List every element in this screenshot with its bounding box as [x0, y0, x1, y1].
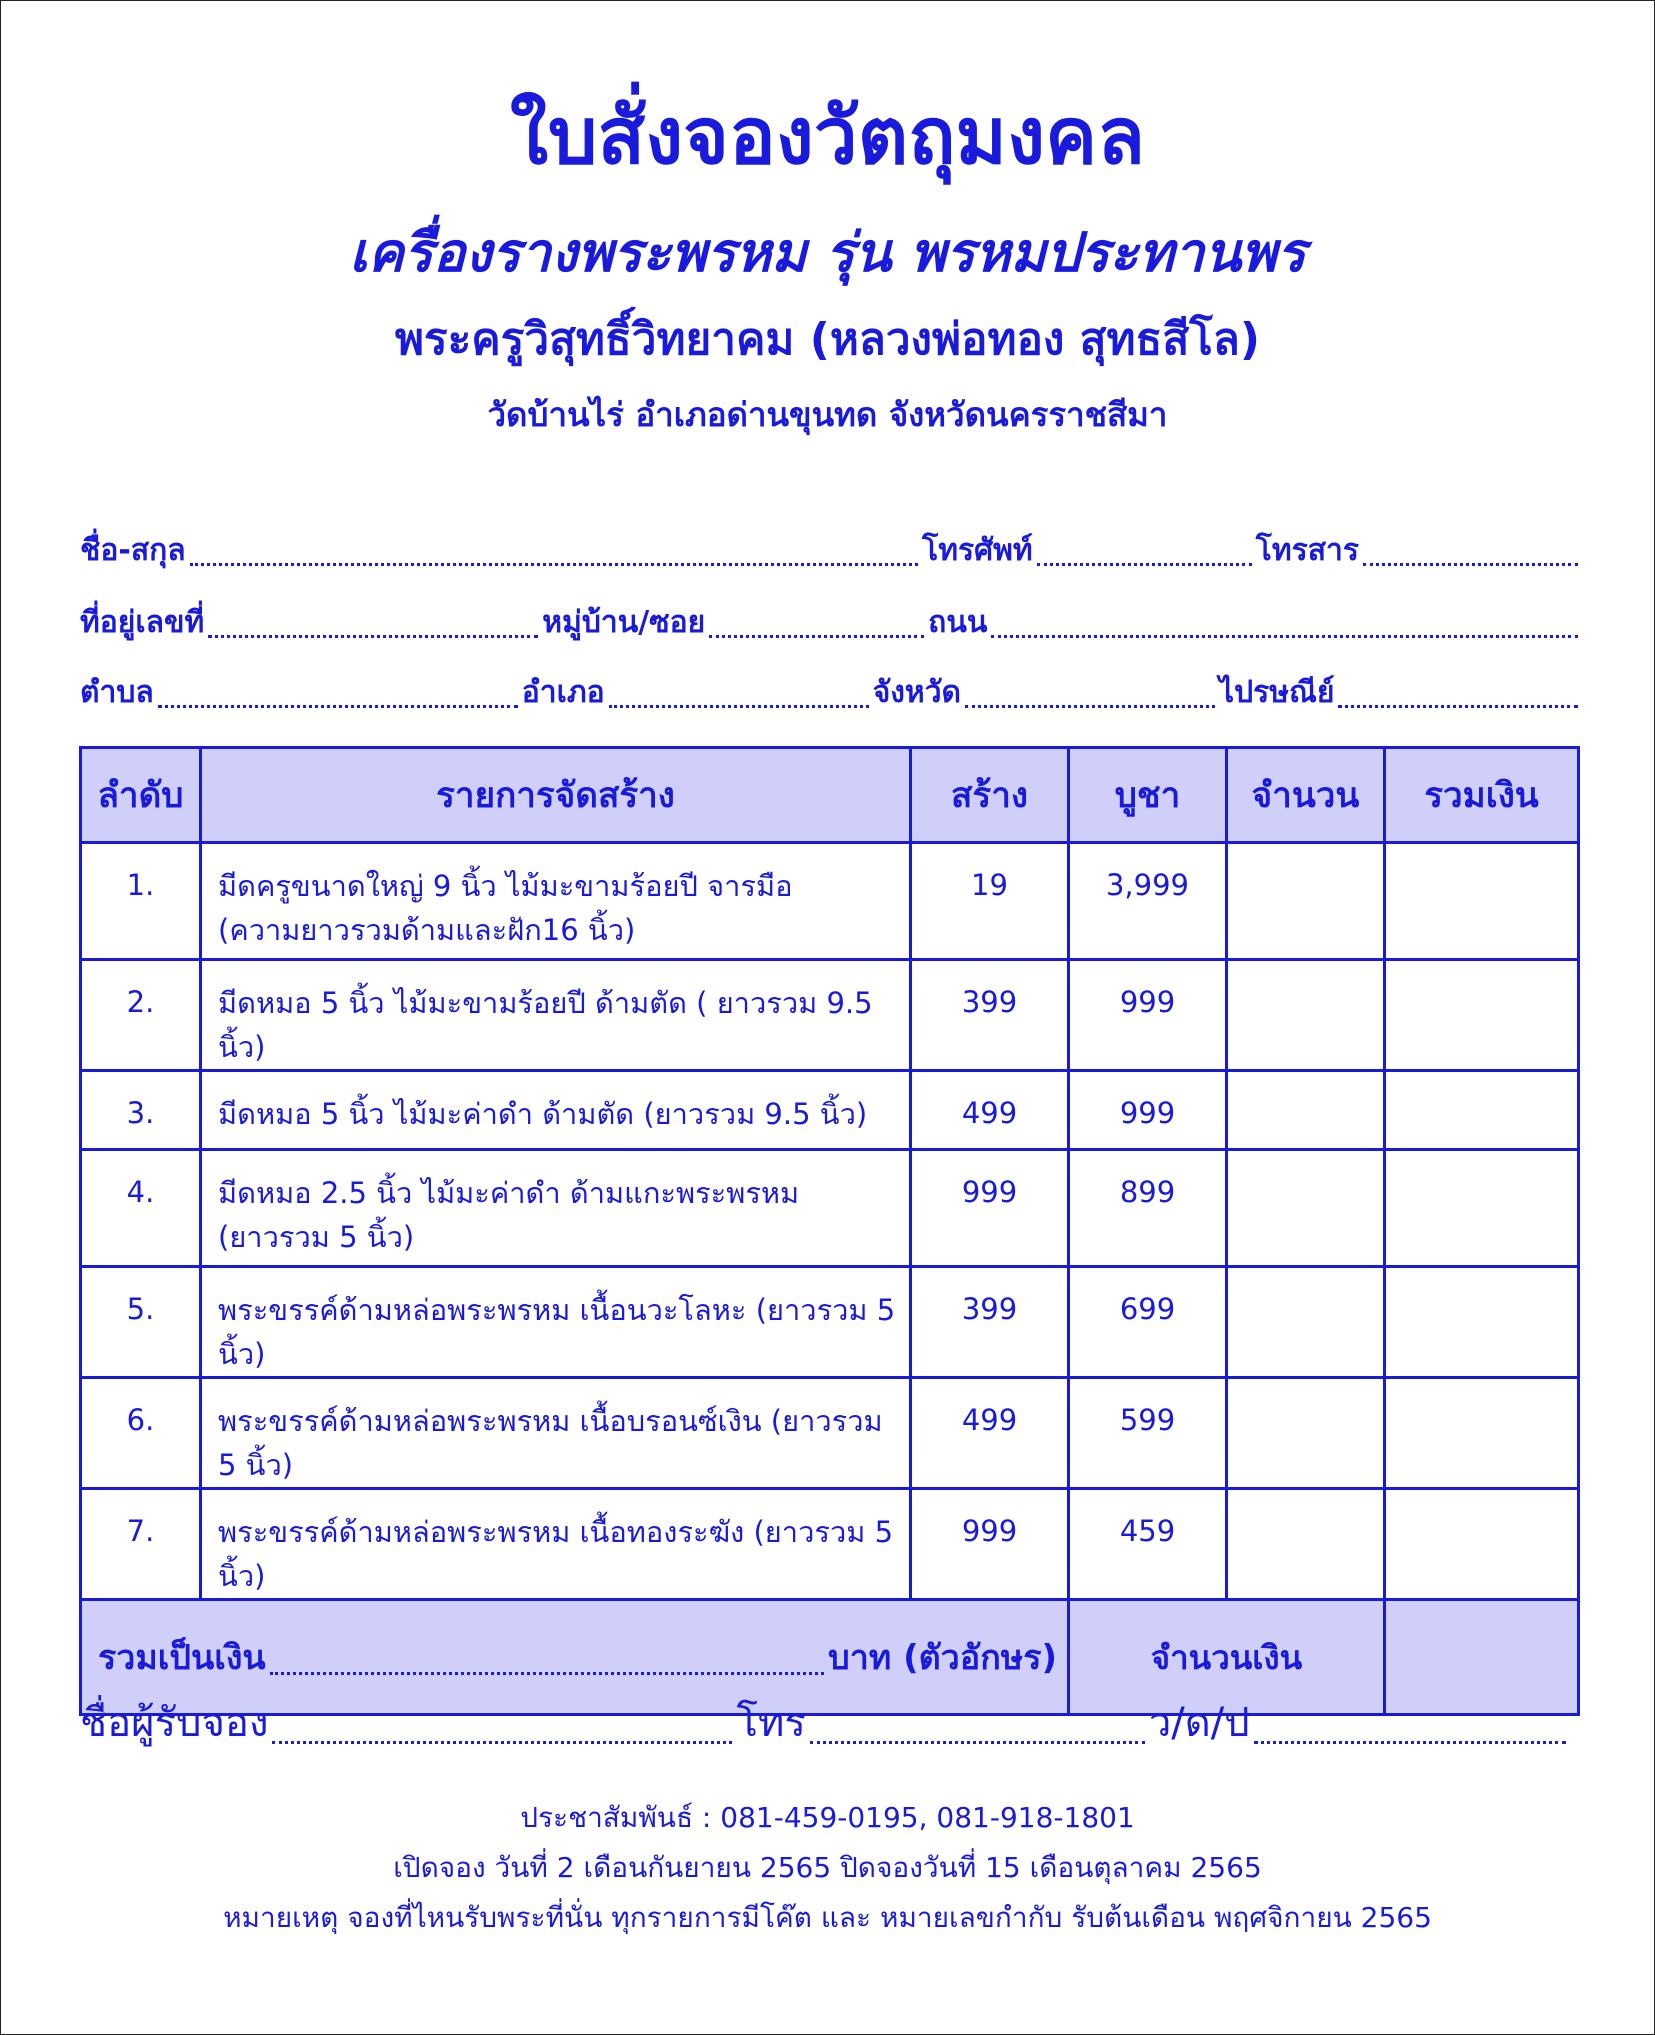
row-qty-cell[interactable] — [1227, 1071, 1385, 1150]
date-field[interactable] — [1254, 1741, 1566, 1744]
row-price: 459 — [1069, 1489, 1227, 1600]
subdistrict-label: ตำบล — [80, 675, 154, 710]
road-field[interactable] — [991, 635, 1578, 638]
order-table — [79, 746, 1580, 1716]
row-qty-cell[interactable] — [1227, 1378, 1385, 1489]
receiver-signature-line — [80, 1690, 1570, 1754]
col-header-item: รายการจัดสร้าง — [201, 748, 911, 843]
row-number: 5. — [81, 1267, 201, 1378]
receiver-tel-label: โทร — [736, 1700, 806, 1746]
col-header-built: สร้าง — [911, 748, 1069, 843]
receiver-tel-field[interactable] — [810, 1741, 1145, 1744]
fax-label: โทรสาร — [1255, 533, 1359, 568]
contact-info: ประชาสัมพันธ์ : 081-459-0195, 081-918-1801 — [520, 1801, 1135, 1834]
row-built: 499 — [911, 1378, 1069, 1489]
row-item: พระขรรค์ด้ามหล่อพระพรหม เนื้อทองระฆัง (ยาวรวม 5 นิ้ว) — [201, 1489, 911, 1600]
table-row — [81, 1150, 1579, 1267]
table-row — [81, 960, 1579, 1071]
row-qty-cell[interactable] — [1227, 1267, 1385, 1378]
date-label: ว/ด/ป — [1148, 1700, 1250, 1746]
row-number: 6. — [81, 1378, 201, 1489]
table-row — [81, 1267, 1579, 1378]
temple-address: วัดบ้านไร่ อำเภอด่านขุนทด จังหวัดนครราชสีมา — [487, 395, 1168, 434]
postcode-field[interactable] — [1338, 705, 1578, 708]
amount-label: จำนวนเงิน — [1069, 1600, 1385, 1715]
phone-label: โทรศัพท์ — [922, 533, 1033, 568]
address-no-field[interactable] — [208, 635, 538, 638]
row-number: 1. — [81, 843, 201, 960]
row-item: มีดหมอ 5 นิ้ว ไม้มะค่าดำ ด้ามตัด (ยาวรวม 9.5 นิ้ว) — [201, 1071, 911, 1150]
row-built: 19 — [911, 843, 1069, 960]
row-total-cell[interactable] — [1385, 1150, 1579, 1267]
row-total-cell[interactable] — [1385, 1489, 1579, 1600]
sum-unit-label: บาท (ตัวอักษร) — [828, 1638, 1057, 1678]
row-number: 4. — [81, 1150, 201, 1267]
sum-label: รวมเป็นเงิน — [98, 1638, 266, 1678]
road-label: ถนน — [928, 605, 988, 640]
table-row — [81, 1489, 1579, 1600]
row-built: 399 — [911, 960, 1069, 1071]
row-built: 999 — [911, 1489, 1069, 1600]
row-price: 999 — [1069, 960, 1227, 1071]
name-label: ชื่อ-สกุล — [80, 533, 186, 568]
item-line-2: (ยาวรวม 5 นิ้ว) — [218, 1220, 415, 1254]
row-qty-cell[interactable] — [1227, 1150, 1385, 1267]
row-price: 599 — [1069, 1378, 1227, 1489]
row-total-cell[interactable] — [1385, 843, 1579, 960]
row-price: 699 — [1069, 1267, 1227, 1378]
name-field[interactable] — [190, 563, 918, 566]
row-item — [201, 843, 911, 960]
row-item: มีดหมอ 5 นิ้ว ไม้มะขามร้อยปี ด้ามตัด ( ยาวรวม 9.5 นิ้ว) — [201, 960, 911, 1071]
row-price: 899 — [1069, 1150, 1227, 1267]
col-header-price: บูชา — [1069, 748, 1227, 843]
row-qty-cell[interactable] — [1227, 1489, 1385, 1600]
receiver-field[interactable] — [272, 1741, 732, 1744]
item-line-2: (ความยาวรวมด้ามและฝัก16 นิ้ว) — [218, 913, 636, 947]
row-price: 999 — [1069, 1071, 1227, 1150]
page-subtitle: เครื่องรางพระพรหม รุ่น พรหมประทานพร — [349, 221, 1306, 284]
row-total-cell[interactable] — [1385, 1378, 1579, 1489]
form-line-region — [80, 672, 1582, 716]
row-built: 399 — [911, 1267, 1069, 1378]
row-item: พระขรรค์ด้ามหล่อพระพรหม เนื้อนวะโลหะ (ยาวรวม 5 นิ้ว) — [201, 1267, 911, 1378]
row-total-cell[interactable] — [1385, 1267, 1579, 1378]
table-row — [81, 1071, 1579, 1150]
table-row — [81, 1378, 1579, 1489]
subdistrict-field[interactable] — [158, 705, 518, 708]
col-header-total: รวมเงิน — [1385, 748, 1579, 843]
receiver-label: ชื่อผู้รับจอง — [80, 1700, 269, 1746]
sum-words-field[interactable] — [270, 1672, 824, 1675]
row-qty-cell[interactable] — [1227, 843, 1385, 960]
col-header-qty: จำนวน — [1227, 748, 1385, 843]
table-row — [81, 843, 1579, 960]
row-number: 7. — [81, 1489, 201, 1600]
row-total-cell[interactable] — [1385, 960, 1579, 1071]
booking-dates: เปิดจอง วันที่ 2 เดือนกันยายน 2565 ปิดจองวันที่ 15 เดือนตุลาคม 2565 — [393, 1851, 1262, 1884]
row-built: 499 — [911, 1071, 1069, 1150]
postcode-label: ไปรษณีย์ — [1219, 675, 1335, 710]
fax-field[interactable] — [1363, 563, 1578, 566]
row-total-cell[interactable] — [1385, 1071, 1579, 1150]
col-header-no: ลำดับ — [81, 748, 201, 843]
row-number: 2. — [81, 960, 201, 1071]
row-item — [201, 1150, 911, 1267]
village-field[interactable] — [709, 635, 924, 638]
form-line-name — [80, 530, 1582, 574]
item-line-1: มีดหมอ 2.5 นิ้ว ไม้มะค่าดำ ด้ามแกะพระพรหม — [218, 1176, 800, 1210]
district-label: อำเภอ — [521, 675, 605, 710]
province-label: จังหวัด — [872, 675, 962, 710]
row-price: 3,999 — [1069, 843, 1227, 960]
form-line-address — [80, 602, 1582, 646]
monk-name: พระครูวิสุทธิ์วิทยาคม (หลวงพ่อทอง สุทธสีโล) — [395, 314, 1260, 365]
item-line-1: มีดครูขนาดใหญ่ 9 นิ้ว ไม้มะขามร้อยปี จารมือ — [218, 869, 793, 903]
village-label: หมู่บ้าน/ซอย — [542, 605, 706, 640]
row-built: 999 — [911, 1150, 1069, 1267]
table-header-row — [81, 748, 1579, 843]
province-field[interactable] — [965, 705, 1215, 708]
footer-note: หมายเหตุ จองที่ไหนรับพระที่นั่น ทุกรายการมีโค๊ต และ หมายเลขกำกับ รับต้นเดือน พฤศจิกายน 2565 — [223, 1901, 1432, 1934]
phone-field[interactable] — [1037, 563, 1252, 566]
row-number: 3. — [81, 1071, 201, 1150]
page-title: ใบสั่งจองวัตถุมงคล — [509, 92, 1146, 182]
row-item: พระขรรค์ด้ามหล่อพระพรหม เนื้อบรอนซ์เงิน (ยาวรวม 5 นิ้ว) — [201, 1378, 911, 1489]
row-qty-cell[interactable] — [1227, 960, 1385, 1071]
address-no-label: ที่อยู่เลขที่ — [80, 605, 205, 640]
district-field[interactable] — [609, 705, 869, 708]
